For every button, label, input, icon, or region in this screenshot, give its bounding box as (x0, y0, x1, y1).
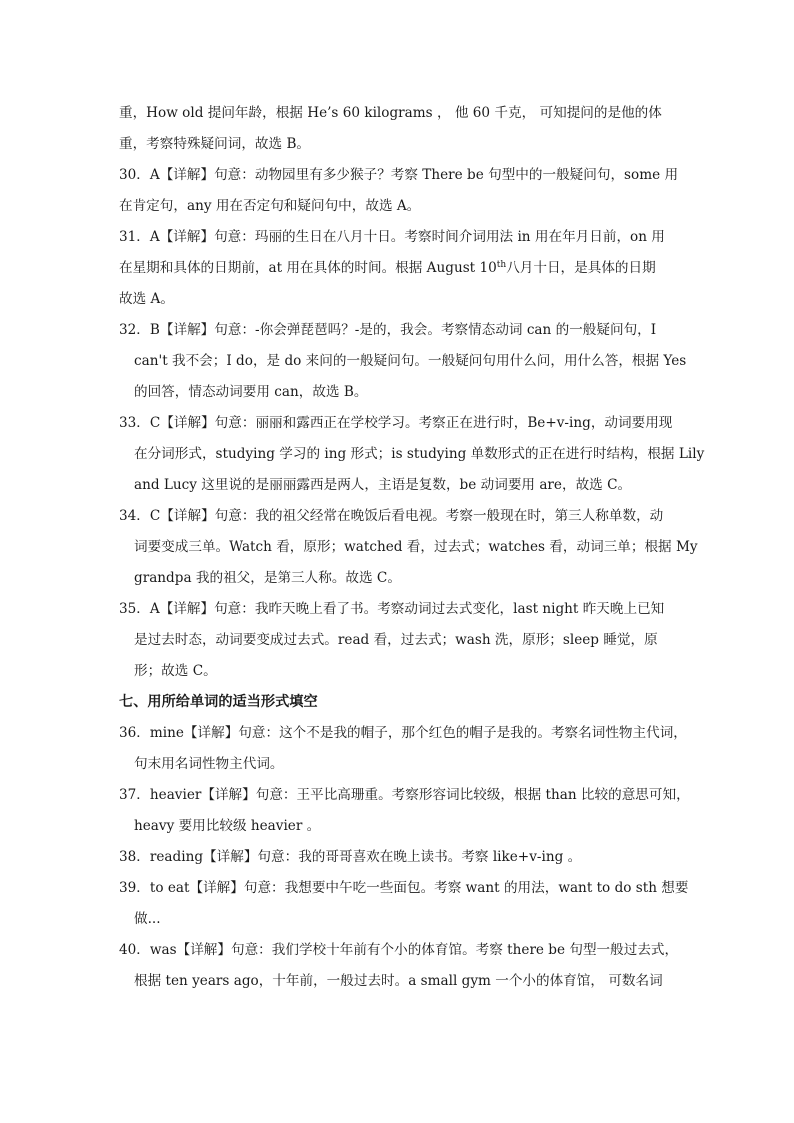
answer-item-37: 37．heavier【详解】句意：王平比高珊重。考察形容词比较级，根据 than 比较的意思可知， (119, 787, 690, 803)
text-fragment: 在星期和具体的日期前，at 用在具体的时间。根据 August 10 (119, 260, 497, 276)
text-line: 根据 ten years ago，十年前，一般过去时。a small gym 一个小的体育馆， 可数名词 (134, 973, 663, 989)
answer-item-31: 31．A【详解】句意：玛丽的生日在八月十日。考察时间介词用法 in 用在年月日前，on 用 (119, 229, 665, 245)
text-line: 重，考察特殊疑问词，故选 B。 (119, 136, 311, 152)
text-line: 在肯定句，any 用在否定句和疑问句中，故选 A。 (119, 198, 421, 214)
text-line: and Lucy 这里说的是丽丽露西是两人，主语是复数，be 动词要用 are，故选 C。 (134, 477, 632, 493)
text-line: 是过去时态，动词要变成过去式。read 看，过去式；wash 洗，原形；sleep 睡觉，原 (134, 632, 658, 648)
text-line: 的回答，情态动词要用 can，故选 B。 (134, 384, 368, 400)
answer-item-36: 36．mine【详解】句意：这个不是我的帽子，那个红色的帽子是我的。考察名词性物主代词， (119, 725, 687, 741)
superscript: th (496, 260, 507, 270)
answer-item-38: 38．reading【详解】句意：我的哥哥喜欢在晚上读书。考察 like+v-ing 。 (119, 849, 582, 865)
section-heading: 七、用所给单词的适当形式填空 (119, 694, 318, 710)
answer-explanations (119, 98, 705, 997)
text-line: grandpa 我的祖父，是第三人称。故选 C。 (134, 570, 401, 586)
answer-item-35: 35．A【详解】句意：我昨天晚上看了书。考察动词过去式变化，last night 昨天晚上已知 (119, 601, 665, 617)
text-line: 做... (134, 911, 161, 927)
text-line: 重，How old 提问年龄，根据 He’s 60 kilograms ， 他 60 千克， 可知提问的是他的体 (119, 105, 662, 121)
text-line: 在分词形式，studying 学习的 ing 形式；is studying 单数形式的正在进行时结构，根据 Lily (134, 446, 705, 462)
answer-item-40: 40．was【详解】句意：我们学校十年前有个小的体育馆。考察 there be 句型一般过去式， (119, 942, 679, 958)
answer-item-34: 34．C【详解】句意：我的祖父经常在晚饭后看电视。考察一般现在时，第三人称单数，动 (119, 508, 664, 524)
text-line: 形；故选 C。 (134, 663, 217, 679)
text-line: can't 我不会；I do，是 do 来问的一般疑问句。一般疑问句用什么问，用什么答，根据 Yes (134, 353, 687, 369)
text-line: 故选 A。 (119, 291, 174, 307)
answer-item-33: 33．C【详解】句意：丽丽和露西正在学校学习。考察正在进行时，Be+v-ing，动词要用现 (119, 415, 673, 431)
answer-item-30: 30．A【详解】句意：动物园里有多少猴子？考察 There be 句型中的一般疑问句，some 用 (119, 167, 679, 183)
text-line: heavy 要用比较级 heavier 。 (134, 818, 321, 834)
answer-item-39: 39．to eat【详解】句意：我想要中午吃一些面包。考察 want 的用法，want to do sth 想要 (119, 880, 689, 896)
answer-item-32: 32．B【详解】句意：-你会弹琵琶吗？-是的，我会。考察情态动词 can 的一般疑问句，I (119, 322, 657, 338)
text-line (119, 253, 681, 284)
text-line: 句末用名词性物主代词。 (134, 756, 284, 772)
text-fragment: 八月十日，是具体的日期 (506, 260, 656, 276)
text-line: 词要变成三单。Watch 看，原形；watched 看，过去式；watches 看，动词三单；根据 My (134, 539, 698, 555)
